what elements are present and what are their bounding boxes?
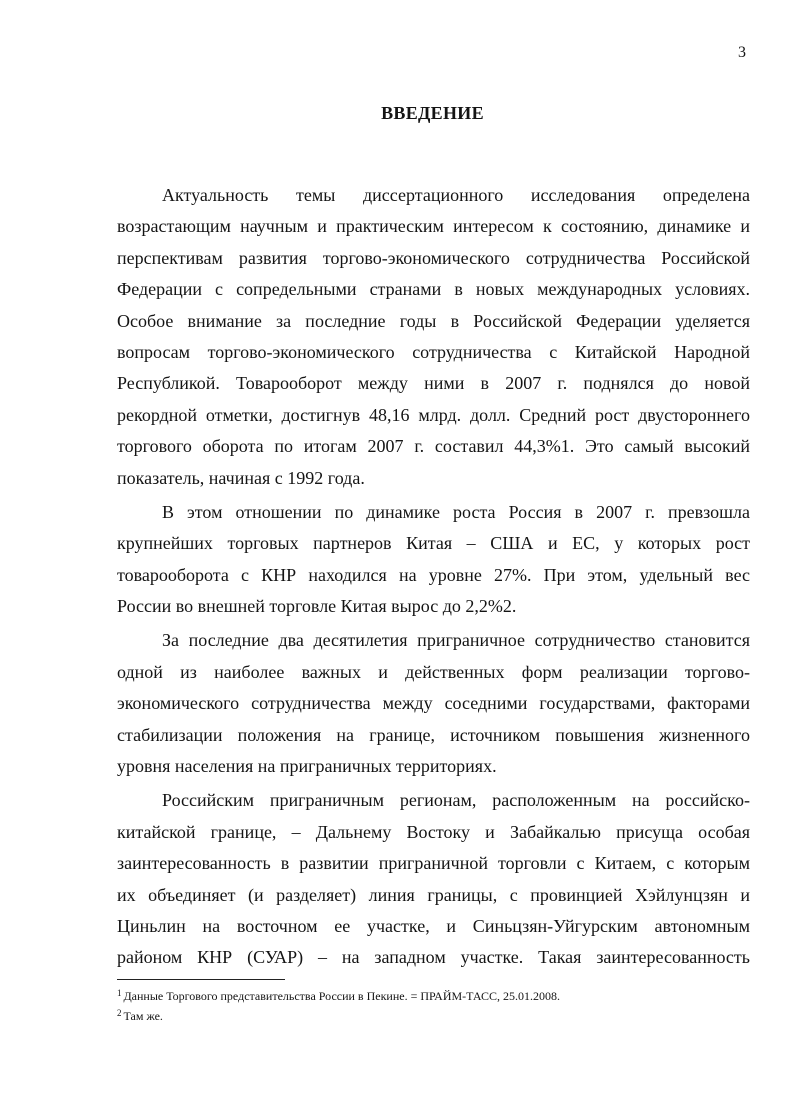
footnote-mark: 2 — [117, 1008, 122, 1018]
footnote-divider — [117, 979, 285, 980]
paragraph-1 — [117, 180, 750, 494]
page-number: 3 — [738, 44, 746, 61]
text-line: Российским приграничным регионам, расположенным на российско- — [162, 790, 750, 811]
text-line: одной из наиболее важных и действенных форм реализации торгово- — [117, 661, 750, 682]
text-line: В этом отношении по динамике роста Россия в 2007 г. превзошла — [162, 501, 750, 522]
text-line: перспективам развития торгово-экономического сотрудничества Российской — [117, 247, 750, 268]
paragraph-3 — [117, 625, 750, 782]
text-line: экономического сотрудничества между соседними государствами, факторами — [117, 693, 750, 714]
text-line: заинтересованность в развитии приграничной торговли с Китаем, с которым — [117, 853, 750, 874]
text-line: возрастающим научным и практическим интересом к состоянию, динамике и — [117, 216, 750, 237]
text-line: Циньлин на восточном ее участке, и Синьцзян-Уйгурским автономным — [117, 915, 750, 936]
footnote-text: Там же. — [123, 1009, 163, 1023]
text-line: вопросам торгово-экономического сотрудничества с Китайской Народной — [117, 341, 750, 362]
text-line: показатель, начиная с 1992 года. — [117, 467, 365, 488]
text-line: Особое внимание за последние годы в Российской Федерации уделяется — [117, 310, 750, 331]
text-line: крупнейших торговых партнеров Китая – США и ЕС, у которых рост — [117, 533, 750, 554]
text-line: их объединяет (и разделяет) линия границы, с провинцией Хэйлунцзян и — [117, 884, 750, 905]
text-line: Федерации с сопредельными странами в новых международных условиях. — [117, 279, 750, 300]
text-line: Республикой. Товарооборот между ними в 2007 г. поднялся до новой — [117, 373, 750, 394]
text-line: стабилизации положения на границе, источником повышения жизненного — [117, 724, 750, 745]
section-title: ВВЕДЕНИЕ — [381, 103, 484, 123]
body-text — [117, 180, 750, 977]
text-line: товарооборота с КНР находился на уровне 27%. При этом, удельный вес — [117, 564, 750, 585]
footnote-text: Данные Торгового представительства России в Пекине. = ПРАЙМ-ТАСС, 25.01.2008. — [123, 989, 560, 1003]
text-line: районом КНР (СУАР) – на западном участке. Такая заинтересованность — [117, 947, 750, 968]
footnote-mark: 1 — [117, 988, 122, 998]
paragraph-2 — [117, 497, 750, 623]
footnotes — [117, 985, 757, 1025]
text-line: России во внешней торговле Китая вырос до 2,2%2. — [117, 596, 517, 617]
footnote-2 — [117, 1005, 757, 1025]
footnote-1 — [117, 985, 757, 1005]
text-line: китайской границе, – Дальнему Востоку и Забайкалью присуща особая — [117, 821, 750, 842]
text-line: торгового оборота по итогам 2007 г. составил 44,3%1. Это самый высокий — [117, 436, 750, 457]
text-line: За последние два десятилетия приграничное сотрудничество становится — [162, 630, 750, 651]
paragraph-4 — [117, 785, 750, 973]
text-line: уровня населения на приграничных территориях. — [117, 756, 497, 777]
text-line: Актуальность темы диссертационного исследования определена — [162, 185, 750, 205]
text-line: рекордной отметки, достигнув 48,16 млрд. долл. Средний рост двустороннего — [117, 404, 750, 425]
